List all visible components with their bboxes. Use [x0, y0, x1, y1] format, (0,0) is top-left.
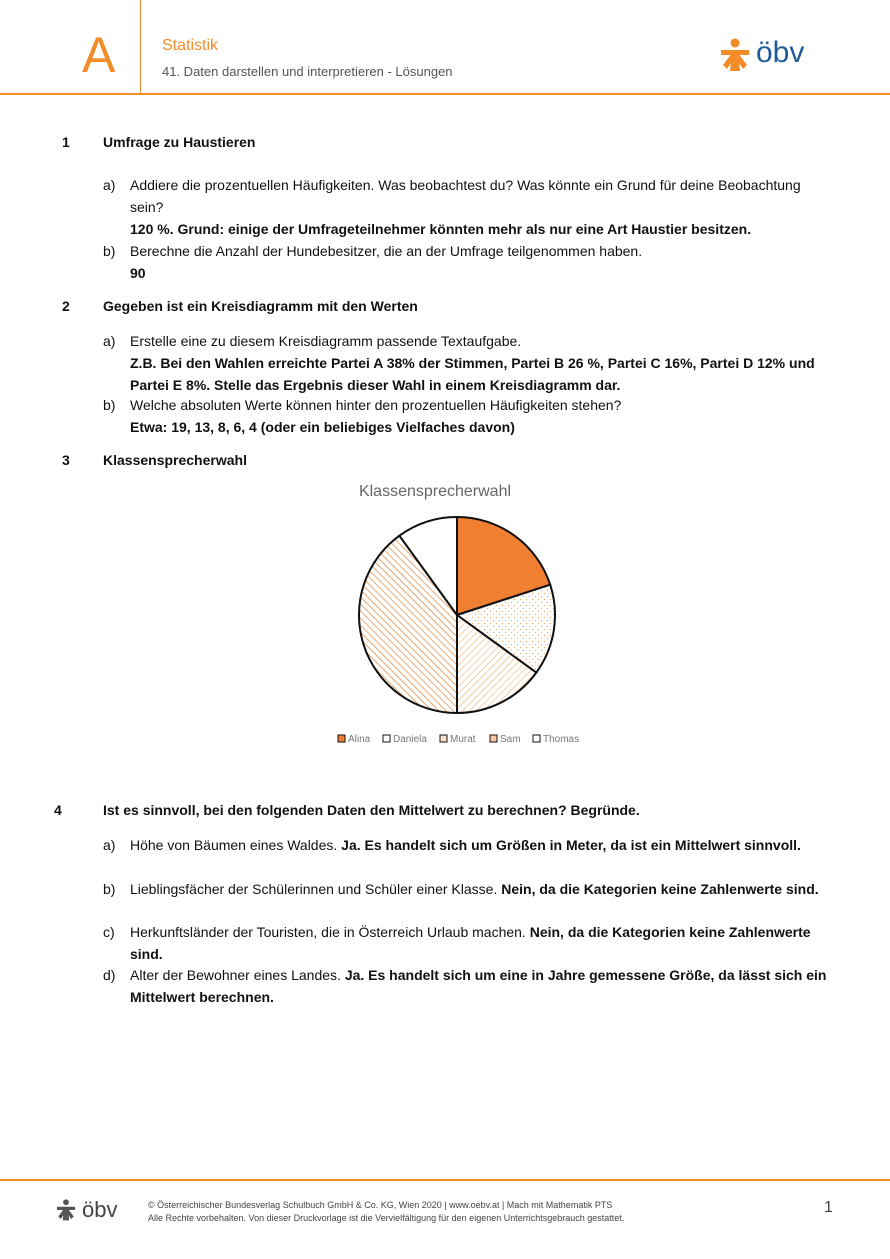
task-2b-label: b)	[103, 397, 116, 413]
pie-chart	[330, 475, 590, 755]
oebv-logo-icon	[718, 38, 752, 72]
legend-label-daniela: Daniela	[393, 734, 427, 745]
oebv-logo-text: öbv	[756, 36, 805, 69]
task-4a-question: Höhe von Bäumen eines Waldes.	[130, 837, 338, 853]
task-2-title: Gegeben ist ein Kreisdiagramm mit den Werten	[103, 298, 418, 314]
task-2a-label: a)	[103, 333, 116, 349]
task-3-title: Klassensprecherwahl	[103, 452, 247, 468]
task-4b-answer: Nein, da die Kategorien keine Zahlenwerte sind.	[501, 881, 819, 897]
legend-label-sam: Sam	[500, 734, 521, 745]
task-4-number: 4	[54, 802, 62, 818]
task-4-title: Ist es sinnvoll, bei den folgenden Daten den Mittelwert zu berechnen? Begründe.	[103, 802, 640, 818]
footer-rights-line: Alle Rechte vorbehalten. Von dieser Druckvorlage ist die Vervielfältigung für den eigenen Unterrichtsgebrauch gestattet.	[148, 1213, 625, 1223]
legend-swatch-daniela	[383, 735, 390, 742]
task-4d	[130, 964, 830, 1008]
header-divider-vertical	[140, 0, 141, 94]
legend-label-thomas: Thomas	[543, 734, 580, 745]
task-4c-answer: Nein, da die Kategorien keine Zahlenwerte sind.	[130, 924, 811, 962]
chapter-letter: A	[82, 27, 116, 83]
task-3-number: 3	[62, 452, 70, 468]
task-4c-question: Herkunftsländer der Touristen, die in Österreich Urlaub machen.	[130, 924, 526, 940]
task-2b	[130, 394, 830, 438]
task-2a-question: Erstelle eine zu diesem Kreisdiagramm passende Textaufgabe.	[130, 333, 522, 349]
task-4b	[130, 878, 830, 900]
page-number: 1	[824, 1199, 833, 1216]
task-2a-answer: Z.B. Bei den Wahlen erreichte Partei A 38% der Stimmen, Partei B 26 %, Partei C 16%, Partei D 12% und Partei E 8%. Stelle das Ergebnis dieser Wahl in einem Kreisdiagramm dar.	[130, 355, 815, 393]
task-1a	[130, 174, 830, 240]
task-2a	[130, 330, 830, 396]
task-4a-answer: Ja. Es handelt sich um Größen in Meter, da ist ein Mittelwert sinnvoll.	[341, 837, 801, 853]
task-2b-answer: Etwa: 19, 13, 8, 6, 4 (oder ein beliebiges Vielfaches davon)	[130, 419, 515, 435]
task-4b-label: b)	[103, 881, 116, 897]
task-2b-question: Welche absoluten Werte können hinter den prozentuellen Häufigkeiten stehen?	[130, 397, 622, 413]
task-4c-label: c)	[103, 924, 115, 940]
task-4c	[130, 921, 830, 965]
task-4b-question: Lieblingsfächer der Schülerinnen und Schüler einer Klasse.	[130, 881, 498, 897]
header-divider	[0, 93, 890, 95]
footer-logo-text: öbv	[82, 1197, 118, 1222]
footer-copyright	[148, 1199, 624, 1225]
legend-label-alina: Alina	[348, 734, 371, 745]
footer-logo-icon	[55, 1199, 77, 1221]
legend-swatch-murat	[440, 735, 447, 742]
legend-swatch-sam	[490, 735, 497, 742]
footer-divider	[0, 1179, 890, 1181]
task-1b-question: Berechne die Anzahl der Hundebesitzer, die an der Umfrage teilgenommen haben.	[130, 243, 643, 259]
task-1-number: 1	[62, 134, 70, 150]
footer-copyright-line: © Österreichischer Bundesverlag Schulbuch GmbH & Co. KG, Wien 2020 | www.oebv.at | Mach mit Mathematik PTS	[148, 1200, 613, 1210]
task-1-title: Umfrage zu Haustieren	[103, 134, 256, 150]
task-4d-question: Alter der Bewohner eines Landes.	[130, 967, 341, 983]
task-1b-label: b)	[103, 243, 116, 259]
task-1a-label: a)	[103, 177, 116, 193]
page-subtitle: 41. Daten darstellen und interpretieren - Lösungen	[162, 64, 453, 79]
task-4a-label: a)	[103, 837, 116, 853]
page-title: Statistik	[162, 37, 219, 54]
legend-swatch-alina	[338, 735, 345, 742]
task-2-number: 2	[62, 298, 70, 314]
task-1a-answer: 120 %. Grund: einige der Umfrageteilnehmer könnten mehr als nur eine Art Haustier besitzen.	[130, 221, 752, 237]
task-4a	[130, 834, 830, 856]
task-4d-label: d)	[103, 967, 116, 983]
task-1b	[130, 240, 830, 284]
legend-label-murat: Murat	[450, 734, 476, 745]
legend-swatch-thomas	[533, 735, 540, 742]
pie-chart-svg	[330, 475, 590, 755]
chart-title: Klassensprecherwahl	[358, 483, 512, 500]
task-1a-question: Addiere die prozentuellen Häufigkeiten. Was beobachtest du? Was könnte ein Grund für deine Beobachtung sein?	[130, 177, 801, 215]
task-4d-answer: Ja. Es handelt sich um eine in Jahre gemessene Größe, da lässt sich ein Mittelwert berechnen.	[130, 967, 827, 1005]
task-1b-answer: 90	[130, 265, 146, 281]
